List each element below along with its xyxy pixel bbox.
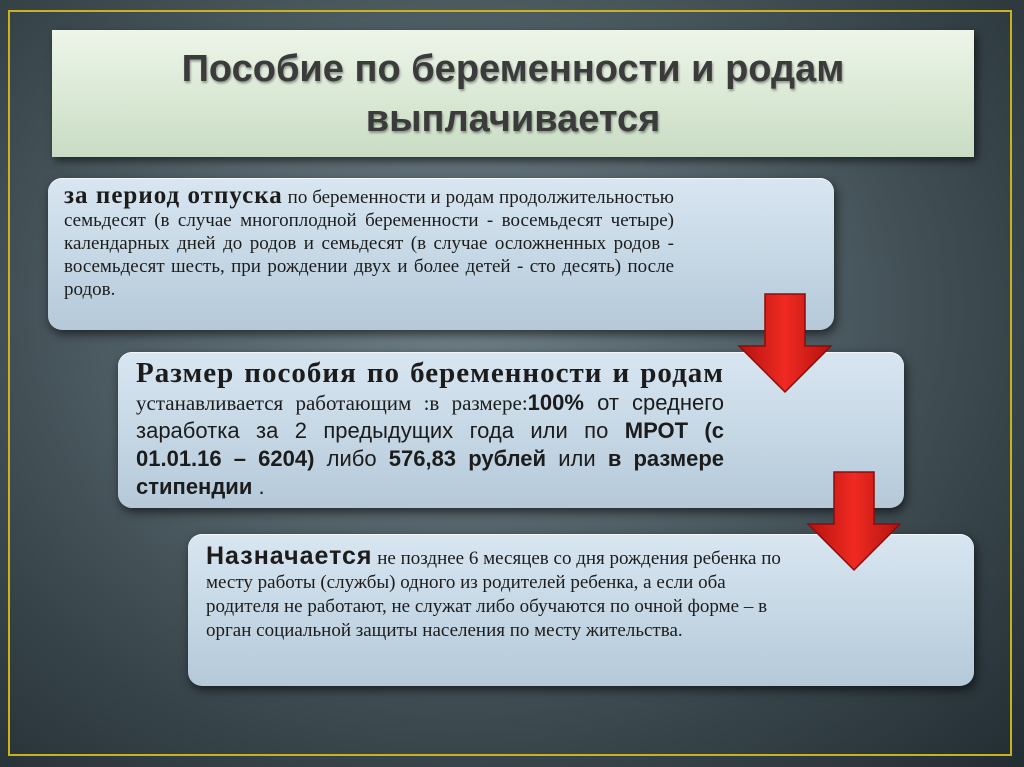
leave-period-text xyxy=(64,184,674,301)
slide-title: Пособие по беременности и родам выплачивается xyxy=(181,47,845,140)
assignment-text xyxy=(206,544,786,643)
leave-period-card xyxy=(48,178,834,330)
benefit-size-stipend: в размере стипендии xyxy=(136,446,725,499)
benefit-size-text-c: либо xyxy=(314,446,389,471)
down-arrow-icon xyxy=(806,470,902,574)
assignment-body: не позднее 6 месяцев со дня рождения ребенка по месту работы (службы) одного из родителей ребенка, а если оба родителя не работают, не служат либо обучаются по очной форме – в орган социальной защиты населения по месту жительства. xyxy=(206,548,781,641)
benefit-size-text-b: от среднего заработка за 2 предыдущих года или по xyxy=(136,390,725,443)
benefit-size-percent: 100% xyxy=(527,390,584,415)
leave-period-lead: за период отпуска xyxy=(64,182,283,209)
benefit-size-amount: 576,83 рублей xyxy=(388,446,547,471)
benefit-size-mrot: МРОТ (с 01.01.16 – 6204) xyxy=(136,418,724,471)
title-box xyxy=(52,30,974,157)
down-arrow-icon xyxy=(737,292,833,396)
assignment-lead: Назначается xyxy=(206,542,373,570)
leave-period-body: по беременности и родам продолжительностью семьдесят (в случае многоплодной беременности - восемьдесят четыре) календарных дней до родов и семьдесят (в случае осложненных родов - восемьдесят шесть, при рождении двух и более детей - сто десять) после родов. xyxy=(64,187,674,300)
benefit-size-text-e: . xyxy=(252,474,265,499)
benefit-size-text xyxy=(136,358,724,501)
benefit-size-text-d: или xyxy=(546,446,608,471)
benefit-size-lead: Размер пособия по беременности и родам xyxy=(136,357,724,389)
benefit-size-text-a: устанавливается работающим :в размере: xyxy=(136,391,528,415)
